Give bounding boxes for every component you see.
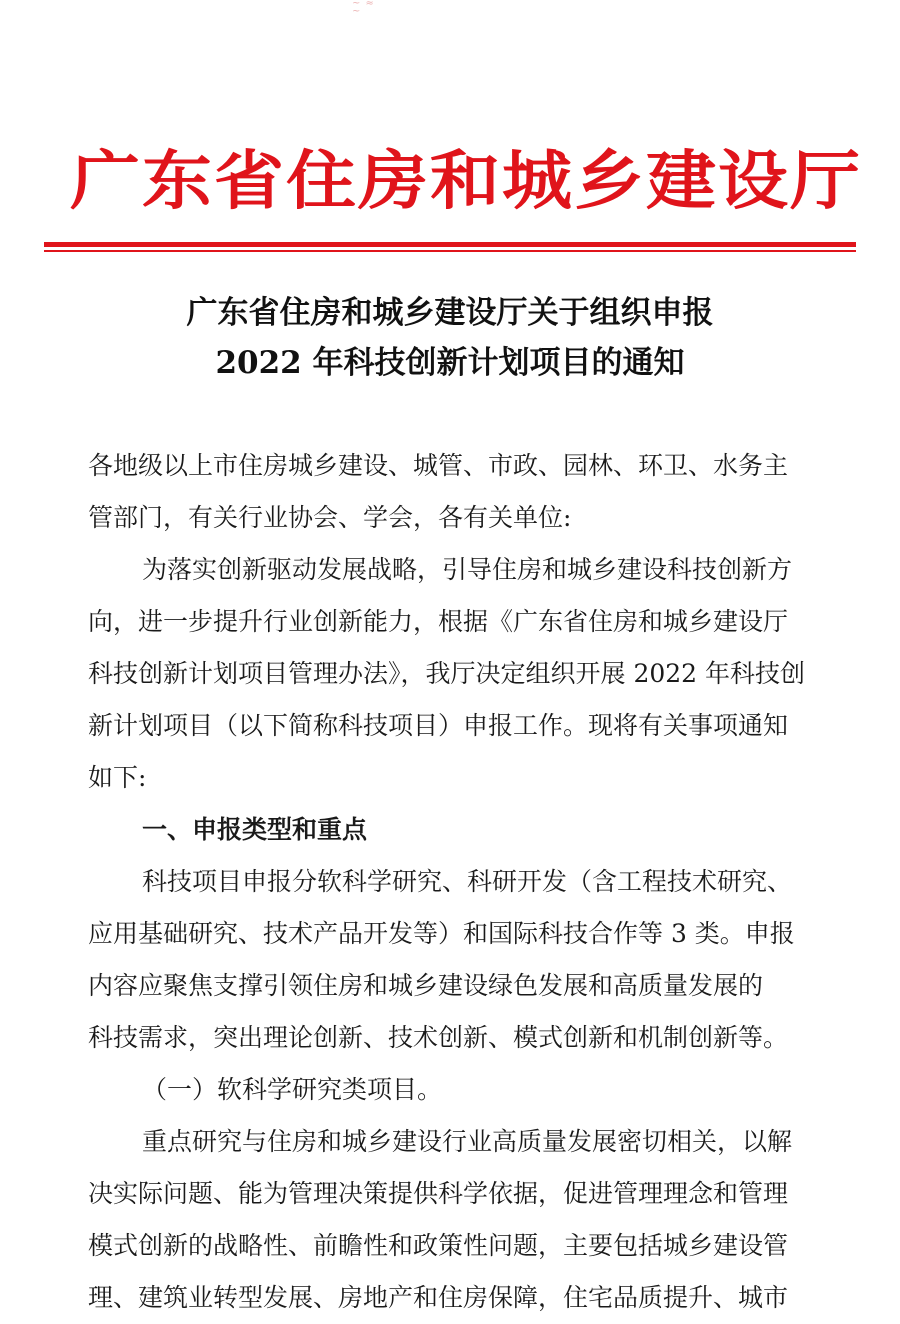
- title-line-2: 2022 年科技创新计划项目的通知: [215, 345, 685, 381]
- title-line-1: 广东省住房和城乡建设厅关于组织申报: [186, 295, 714, 331]
- subsection-heading-1: （一）软科学研究类项目。: [142, 1075, 443, 1104]
- paragraph-intro-line-5: 如下:: [88, 763, 147, 792]
- paragraph-types-line-1: 科技项目申报分软科学研究、科研开发（含工程技术研究、: [142, 867, 793, 896]
- paragraph-intro-line-1: 为落实创新驱动发展战略，引导住房和城乡建设科技创新方: [142, 555, 793, 584]
- paragraph-types-line-3: 内容应聚焦支撑引领住房和城乡建设绿色发展和高质量发展的: [88, 971, 764, 1000]
- agency-masthead: 广东省住房和城乡建设厅: [70, 142, 862, 219]
- paragraph-types-line-4: 科技需求，突出理论创新、技术创新、模式创新和机制创新等。: [88, 1023, 789, 1052]
- seal-fragment-mark: ~ ≈ ~: [352, 0, 375, 17]
- salutation-line-2: 管部门，有关行业协会、学会，各有关单位:: [88, 503, 572, 532]
- document-title: [60, 288, 840, 388]
- paragraph-types-line-2: 应用基础研究、技术产品开发等）和国际科技合作等 3 类。申报: [88, 919, 795, 948]
- paragraph-intro-line-4: 新计划项目（以下简称科技项目）申报工作。现将有关事项通知: [88, 711, 789, 740]
- paragraph-soft-science-line-2: 决实际问题、能为管理决策提供科学依据，促进管理理念和管理: [88, 1179, 789, 1208]
- paragraph-soft-science-line-1: 重点研究与住房和城乡建设行业高质量发展密切相关，以解: [142, 1127, 793, 1156]
- document-body: [88, 440, 828, 1324]
- paragraph-soft-science-line-4: 理、建筑业转型发展、房地产和住房保障，住宅品质提升、城市: [88, 1283, 789, 1312]
- paragraph-soft-science-line-3: 模式创新的战略性、前瞻性和政策性问题，主要包括城乡建设管: [88, 1231, 789, 1260]
- masthead-red-rule-thin: [44, 250, 856, 252]
- masthead-red-rule: [44, 242, 856, 247]
- salutation-line-1: 各地级以上市住房城乡建设、城管、市政、园林、环卫、水务主: [88, 451, 789, 480]
- section-heading-1: 一、申报类型和重点: [142, 815, 368, 844]
- paragraph-intro-line-3: 科技创新计划项目管理办法》，我厅决定组织开展 2022 年科技创: [88, 659, 806, 688]
- paragraph-intro-line-2: 向，进一步提升行业创新能力，根据《广东省住房和城乡建设厅: [88, 607, 789, 636]
